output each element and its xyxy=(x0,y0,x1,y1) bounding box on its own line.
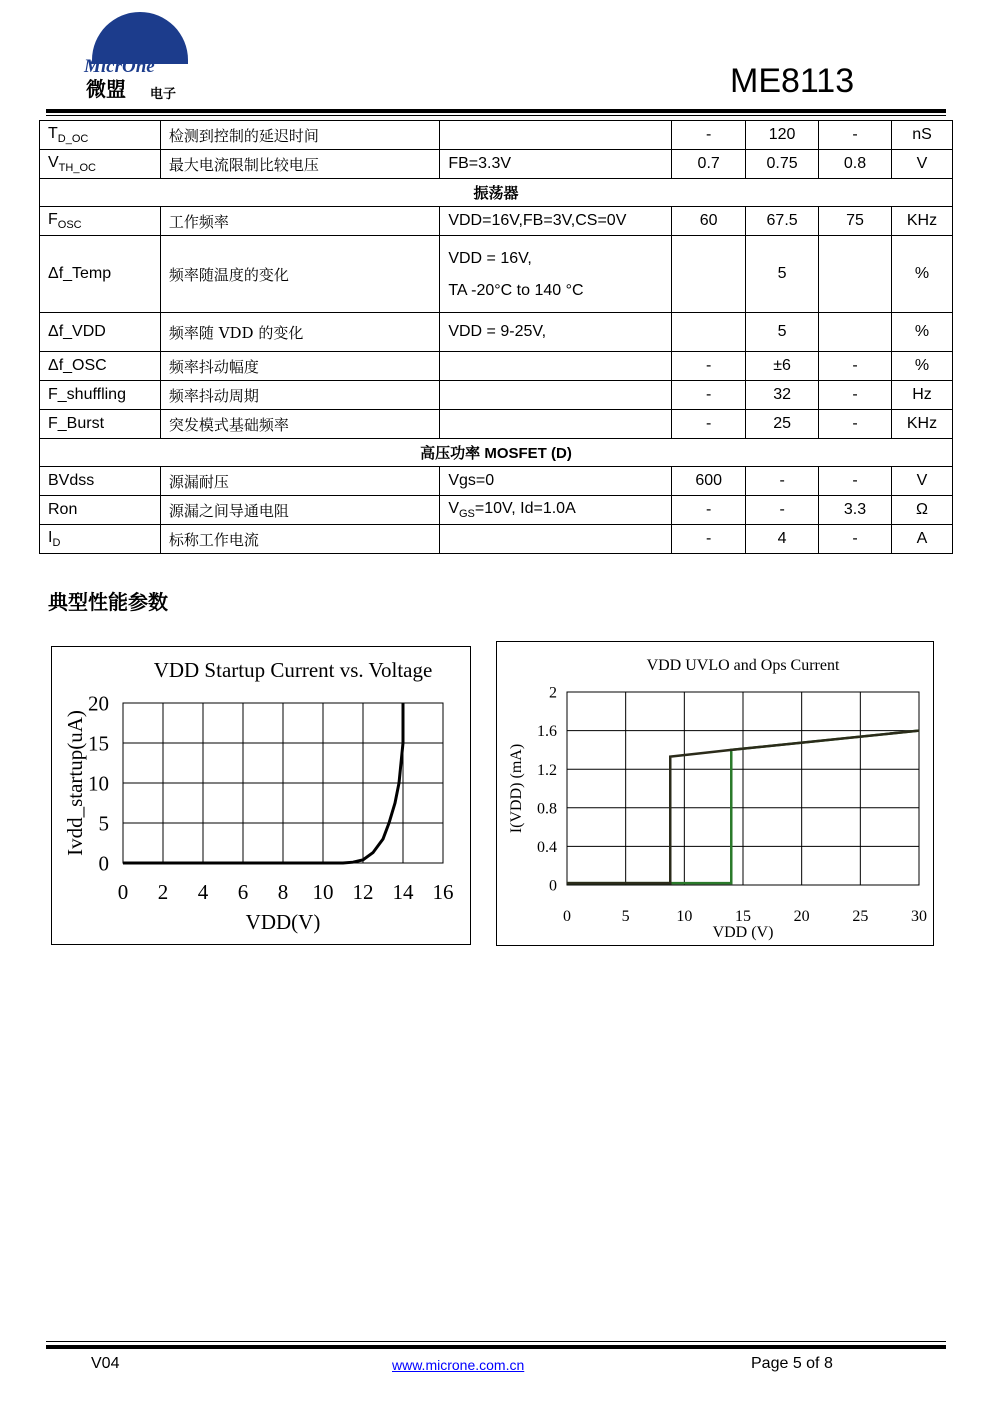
x-tick-label: 25 xyxy=(852,908,869,925)
section-label: 振荡器 xyxy=(40,179,953,207)
condition-cell xyxy=(440,496,672,525)
parameter-cell: 突发模式基础频率 xyxy=(160,410,439,439)
y-tick-label: 20 xyxy=(88,691,109,716)
x-tick-label: 12 xyxy=(352,880,374,904)
symbol-subscript: D_OC xyxy=(57,133,89,146)
x-tick-label: 2 xyxy=(157,880,169,904)
symbol: Δf_OSC xyxy=(48,357,107,374)
typ-cell: 32 xyxy=(746,381,819,410)
symbol: F xyxy=(48,210,58,228)
x-tick-label: 6 xyxy=(237,880,249,904)
y-tick-label: 0 xyxy=(98,851,109,876)
typ-cell: - xyxy=(746,467,819,496)
max-cell: - xyxy=(819,352,892,381)
symbol-cell xyxy=(40,352,161,381)
symbol-cell xyxy=(40,236,161,313)
min-cell: 600 xyxy=(672,467,746,496)
x-tick-label: 20 xyxy=(793,908,810,925)
y-tick-label: 5 xyxy=(98,811,109,836)
table-section-row xyxy=(40,179,953,207)
parameter-cell: 频率随 VDD 的变化 xyxy=(160,313,439,352)
symbol: Δf_VDD xyxy=(48,323,106,340)
table-row xyxy=(40,467,953,496)
table-row xyxy=(40,525,953,554)
symbol-cell xyxy=(40,525,161,554)
footer-rule-thin xyxy=(46,1341,946,1342)
min-cell: - xyxy=(672,121,746,150)
x-tick-label: 10 xyxy=(676,908,693,925)
symbol: V xyxy=(48,153,59,171)
symbol-cell xyxy=(40,496,161,525)
max-cell: - xyxy=(819,381,892,410)
max-cell: 3.3 xyxy=(819,496,892,525)
symbol: BVdss xyxy=(48,472,95,489)
min-cell: 0.7 xyxy=(672,150,746,179)
unit-cell: nS xyxy=(891,121,952,150)
min-cell: - xyxy=(672,381,746,410)
spec-table xyxy=(39,120,953,554)
condition-text-rest: =10V, Id=1.0A xyxy=(474,499,576,517)
footer-rule-thick xyxy=(46,1345,946,1349)
typ-cell: 5 xyxy=(746,236,819,313)
table-row xyxy=(40,150,953,179)
y-axis-label: Ivdd_startup(uA) xyxy=(63,710,87,856)
x-tick-label: 10 xyxy=(312,880,334,904)
condition-cell: FB=3.3V xyxy=(440,150,672,179)
condition-text: V xyxy=(448,499,459,517)
max-cell: - xyxy=(819,467,892,496)
symbol-subscript: TH_OC xyxy=(58,162,96,175)
max-cell: 75 xyxy=(819,207,892,236)
parameter-cell: 源漏之间导通电阻 xyxy=(160,496,439,525)
max-cell xyxy=(819,313,892,352)
max-cell: - xyxy=(819,410,892,439)
max-cell: 0.8 xyxy=(819,150,892,179)
header-rule-thick xyxy=(46,109,946,113)
min-cell xyxy=(672,236,746,313)
symbol: Δf_Temp xyxy=(48,265,112,282)
parameter-cell: 频率抖动周期 xyxy=(160,381,439,410)
header-rule-thin xyxy=(46,115,946,116)
chart-uvlo-current xyxy=(496,641,934,946)
table-row xyxy=(40,410,953,439)
symbol-subscript: OSC xyxy=(57,219,82,232)
min-cell: - xyxy=(672,496,746,525)
unit-cell: KHz xyxy=(891,207,952,236)
min-cell: - xyxy=(672,410,746,439)
footer-website-link[interactable]: www.microne.com.cn xyxy=(392,1357,525,1373)
min-cell: 60 xyxy=(672,207,746,236)
y-tick-label: 0.8 xyxy=(537,800,557,818)
x-tick-label: 0 xyxy=(563,908,571,925)
symbol-cell xyxy=(40,207,161,236)
y-tick-label: 10 xyxy=(88,771,109,796)
logo-text-cn: 微盟 xyxy=(86,79,126,100)
y-tick-label: 2 xyxy=(549,684,557,702)
chart-startup-current xyxy=(51,646,471,945)
parameter-cell: 标称工作电流 xyxy=(160,525,439,554)
y-tick-label: 1.2 xyxy=(537,761,557,779)
typ-cell: - xyxy=(746,496,819,525)
x-tick-label: 4 xyxy=(197,880,209,904)
condition-line-2: TA -20°C to 140 °C xyxy=(448,282,584,299)
section-label: 高压功率 MOSFET (D) xyxy=(40,439,953,467)
y-tick-label: 15 xyxy=(88,731,109,756)
typ-cell: ±6 xyxy=(746,352,819,381)
document-title: ME8113 xyxy=(730,62,855,100)
condition-line-1: VDD = 16V, xyxy=(448,250,532,267)
x-tick-label: 0 xyxy=(117,880,129,904)
parameter-cell: 频率抖动幅度 xyxy=(160,352,439,381)
parameter-cell: 工作频率 xyxy=(160,207,439,236)
typ-cell: 0.75 xyxy=(746,150,819,179)
unit-cell: % xyxy=(891,236,952,313)
symbol: F_Burst xyxy=(48,415,105,432)
x-tick-label: 16 xyxy=(432,880,454,904)
condition-cell xyxy=(440,236,672,313)
chart-title: VDD Startup Current vs. Voltage xyxy=(153,658,433,682)
min-cell: - xyxy=(672,352,746,381)
unit-cell: Hz xyxy=(891,381,952,410)
condition-cell xyxy=(440,352,672,381)
table-row xyxy=(40,352,953,381)
symbol-cell xyxy=(40,150,161,179)
symbol-cell xyxy=(40,467,161,496)
condition-cell xyxy=(440,525,672,554)
symbol-cell xyxy=(40,313,161,352)
x-tick-label: 14 xyxy=(392,880,414,904)
table-row xyxy=(40,236,953,313)
typ-cell: 5 xyxy=(746,313,819,352)
condition-cell: Vgs=0 xyxy=(440,467,672,496)
table-row xyxy=(40,381,953,410)
x-tick-label: 30 xyxy=(911,908,927,925)
condition-cell xyxy=(440,381,672,410)
unit-cell: A xyxy=(891,525,952,554)
condition-subscript: GS xyxy=(459,508,475,521)
symbol-cell xyxy=(40,381,161,410)
y-axis-label: I(VDD) (mA) xyxy=(508,743,525,834)
table-row xyxy=(40,313,953,352)
footer-page-number: Page 5 of 8 xyxy=(751,1355,833,1372)
symbol: Ron xyxy=(48,501,78,518)
x-tick-label: 8 xyxy=(277,880,289,904)
min-cell: - xyxy=(672,525,746,554)
y-tick-label: 1.6 xyxy=(537,723,557,741)
condition-cell: VDD = 9-25V, xyxy=(440,313,672,352)
min-cell xyxy=(672,313,746,352)
logo-text-en: MicrOne xyxy=(84,56,155,77)
typ-cell: 120 xyxy=(746,121,819,150)
table-section-row xyxy=(40,439,953,467)
symbol-subscript: D xyxy=(52,537,61,550)
chart-uvlo-svg xyxy=(497,642,933,945)
unit-cell: V xyxy=(891,467,952,496)
symbol: I xyxy=(48,528,53,546)
x-tick-label: 15 xyxy=(735,908,751,925)
condition-cell: VDD=16V,FB=3V,CS=0V xyxy=(440,207,672,236)
y-tick-label: 0.4 xyxy=(537,839,557,856)
chart-startup-svg xyxy=(52,647,470,944)
max-cell: - xyxy=(819,525,892,554)
table-row xyxy=(40,121,953,150)
parameter-cell: 源漏耐压 xyxy=(160,467,439,496)
company-logo xyxy=(80,8,190,100)
chart-title: VDD UVLO and Ops Current xyxy=(646,657,840,674)
typ-cell: 67.5 xyxy=(746,207,819,236)
condition-cell xyxy=(440,410,672,439)
x-axis-label: VDD(V) xyxy=(245,910,321,934)
max-cell: - xyxy=(819,121,892,150)
max-cell xyxy=(819,236,892,313)
y-tick-label: 0 xyxy=(549,877,557,895)
unit-cell: % xyxy=(891,313,952,352)
unit-cell: % xyxy=(891,352,952,381)
symbol-cell xyxy=(40,121,161,150)
symbol-cell xyxy=(40,410,161,439)
symbol: F_shuffling xyxy=(48,386,126,403)
section-title: 典型性能参数 xyxy=(48,590,168,614)
parameter-cell: 频率随温度的变化 xyxy=(160,236,439,313)
parameter-cell: 检测到控制的延迟时间 xyxy=(160,121,439,150)
condition-cell xyxy=(440,121,672,150)
x-axis-label: VDD (V) xyxy=(712,924,774,941)
parameter-cell: 最大电流限制比较电压 xyxy=(160,150,439,179)
logo-subtext: 电子 xyxy=(150,86,177,100)
table-row xyxy=(40,496,953,525)
footer-version: V04 xyxy=(91,1355,120,1372)
table-row xyxy=(40,207,953,236)
x-tick-label: 5 xyxy=(621,908,630,925)
unit-cell: Ω xyxy=(891,496,952,525)
unit-cell: V xyxy=(891,150,952,179)
typ-cell: 4 xyxy=(746,525,819,554)
unit-cell: KHz xyxy=(891,410,952,439)
symbol: T xyxy=(48,124,58,142)
typ-cell: 25 xyxy=(746,410,819,439)
